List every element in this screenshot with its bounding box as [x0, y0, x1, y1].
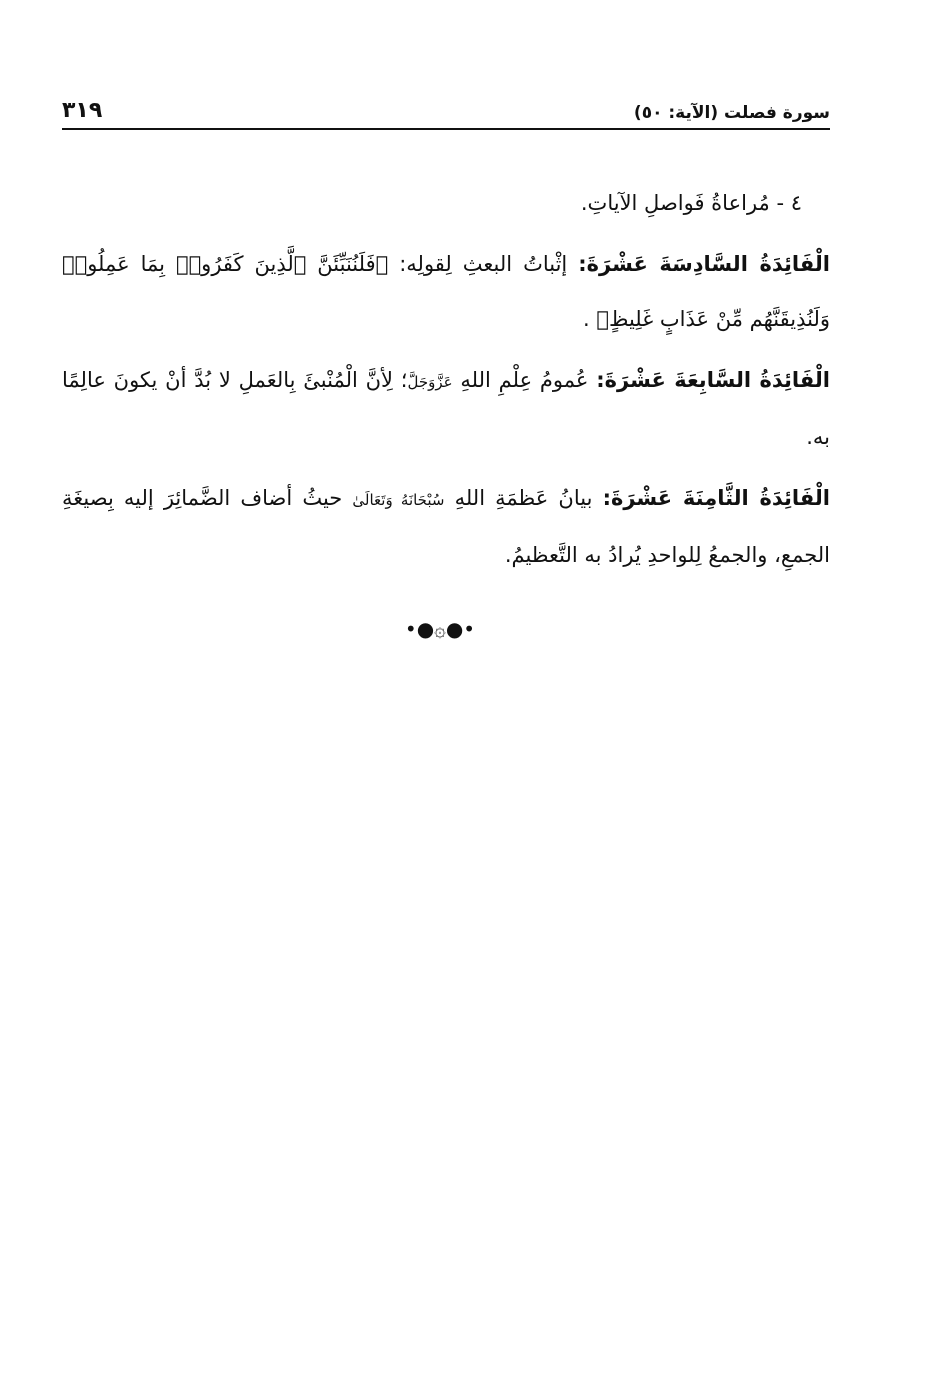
benefit-17-paragraph: [62, 353, 830, 465]
page-header: [62, 96, 830, 130]
honorific-phrase: عَزَّوَجَلَّ: [407, 373, 453, 391]
running-title: سورة فصلت (الآية: ٥٠): [633, 103, 830, 123]
page-body: [62, 176, 830, 589]
benefit-18-paragraph: [62, 471, 830, 583]
benefit-16-end: .: [583, 307, 590, 331]
benefit-16-heading: الْفَائِدَةُ السَّادِسَةَ عَشْرَةَ:: [578, 252, 830, 276]
benefit-16-paragraph: [62, 237, 830, 347]
benefit-17-text-start: عُمومُ عِلْمِ اللهِ: [460, 368, 589, 392]
page-number: ٣١٩: [62, 98, 103, 123]
benefit-18-heading: الْفَائِدَةُ الثَّامِنَةَ عَشْرَةَ:: [602, 486, 830, 510]
header-rule: [62, 128, 830, 130]
section-end-ornament: •●۞●•: [404, 617, 476, 641]
benefit-17-text-end: ؛ لِأنَّ الْمُنْبئَ بِالعَملِ لا بُدَّ أنْ يكونَ عالِمًا به.: [62, 368, 830, 449]
quran-verse: ﴿فَلَنُنَبِّئَنَّ ٱلَّذِينَ كَفَرُوا۟ بِمَا عَمِلُوا۟ وَلَنُذِيقَنَّهُم مِّنْ عَذَابٍ غَلِيظٍ﴾: [62, 252, 830, 331]
honorific-phrase: سُبْحَانَهُ وَتَعَالَىٰ: [352, 491, 445, 509]
list-item-4: ٤ - مُراعاةُ فَواصلِ الآياتِ.: [580, 191, 802, 215]
benefit-18-text-start: بيانُ عَظمَةِ اللهِ: [454, 486, 593, 510]
benefit-16-text: إثْباتُ البعثِ لِقولِه:: [399, 252, 568, 276]
benefit-18-text-end: حيثُ أضاف الضَّمائِرَ إليه بِصيغَةِ الجمعِ، والجمعُ لِلواحدِ يُرادُ به التَّعظيمُ.: [62, 486, 830, 567]
benefit-17-heading: الْفَائِدَةُ السَّابِعَةَ عَشْرَةَ:: [596, 368, 830, 392]
